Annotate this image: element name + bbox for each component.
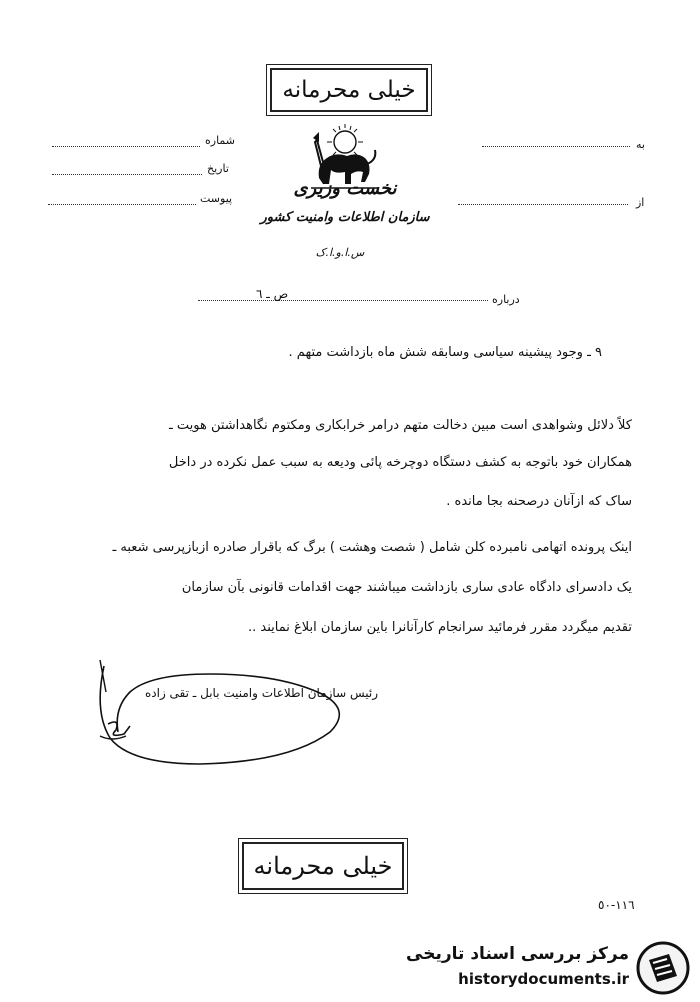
from-label: از xyxy=(636,196,645,209)
archive-logo-icon xyxy=(635,940,691,996)
body-p2-line2: یک دادسرای دادگاه عادی ساری بازداشت میباشند جهت اقدامات قانونی بآن سازمان xyxy=(181,580,632,595)
org-line-abbrev: س.ا.و.ا.ک xyxy=(315,246,365,259)
attachment-label: پیوست xyxy=(200,192,233,205)
date-field-line xyxy=(52,174,202,175)
org-line-savak: سازمان اطلاعات وامنیت کشور xyxy=(260,210,430,225)
classification-stamp-bottom xyxy=(242,842,404,890)
to-field-line xyxy=(482,146,630,147)
subject-label: درباره xyxy=(492,293,520,306)
classification-stamp-top xyxy=(270,68,428,112)
signature-loop-icon xyxy=(90,652,350,772)
to-label: به xyxy=(636,138,645,151)
page-code: ١١٦-٥٠ xyxy=(598,898,635,912)
watermark-url: historydocuments.ir xyxy=(458,970,629,988)
number-field-line xyxy=(52,146,200,147)
body-p2-line1: اینک پرونده اتهامی نامبرده کلن شامل ( شصت وهشت ) برگ که باقرار صادره ازبازپرسی شعبه ـ xyxy=(112,540,632,555)
attachment-field-line xyxy=(48,204,196,205)
body-p1-line3: ساک که ازآنان درصحنه بجا مانده . xyxy=(446,494,632,509)
watermark-title: مرکز بررسی اسناد تاریخی xyxy=(406,944,629,964)
date-label: تاریخ xyxy=(207,162,229,175)
item-line: ٩ ـ وجود پیشینه سیاسی وسابقه شش ماه بازداشت متهم . xyxy=(288,345,602,360)
signature-text: رئیس سازمان اطلاعات وامنیت بابل ـ تقی زاده xyxy=(144,686,378,700)
org-line-prime-ministry: نخست وزیری xyxy=(293,178,397,199)
subject-field-line xyxy=(198,300,488,301)
archive-watermark xyxy=(406,936,695,998)
body-p1-line1: کلاً دلائل وشواهدی است مبین دخالت متهم درامر خرابکاری ومکتوم نگاهداشتن هویت ـ xyxy=(168,418,632,433)
body-p1-line2: همکاران خود باتوجه به کشف دستگاه دوچرخه پائی ودیعه به سبب عمل نکرده در داخل xyxy=(168,455,632,470)
body-p2-line3: تقدیم میگردد مقرر فرمائید سرانجام کارآنانرا باین سازمان ابلاغ نمایند .. xyxy=(248,620,632,635)
classification-top-text: خیلی محرمانه xyxy=(282,77,416,103)
from-field-line xyxy=(458,204,628,205)
number-label: شماره xyxy=(205,134,236,147)
subject-value: ص ـ ٦ xyxy=(256,287,289,301)
classification-bottom-text: خیلی محرمانه xyxy=(253,852,393,880)
